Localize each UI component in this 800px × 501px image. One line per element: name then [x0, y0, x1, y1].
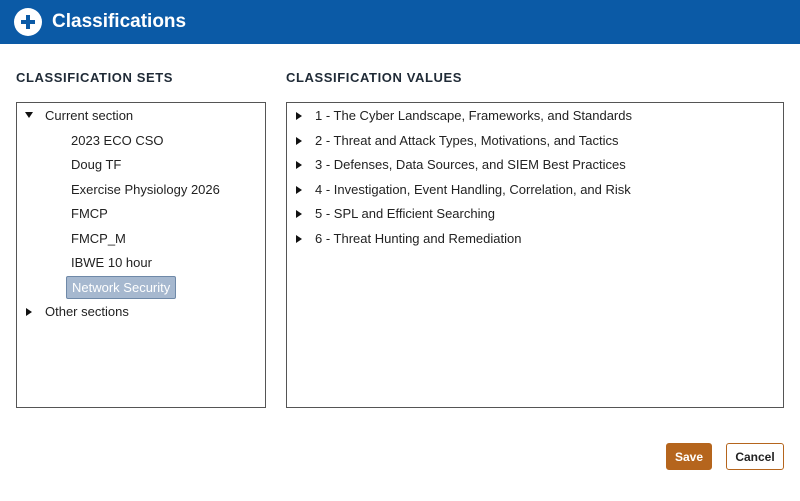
collapse-arrow-icon[interactable] — [26, 308, 32, 316]
expand-arrow-icon[interactable] — [25, 112, 33, 118]
set-item[interactable]: FMCP — [71, 206, 108, 221]
value-item[interactable]: 2 - Threat and Attack Types, Motivations, and Tactics — [315, 133, 619, 148]
classification-values-heading: CLASSIFICATION VALUES — [286, 70, 463, 85]
dialog-title: Classifications — [52, 11, 187, 32]
set-item-selected[interactable]: Network Security — [66, 276, 176, 299]
set-item[interactable]: Exercise Physiology 2026 — [71, 182, 220, 197]
value-item[interactable]: 1 - The Cyber Landscape, Frameworks, and Standards — [315, 108, 632, 123]
set-item[interactable]: Doug TF — [71, 157, 122, 172]
tree-node-current-section[interactable]: Current section — [45, 108, 134, 123]
expand-arrow-icon[interactable] — [296, 235, 302, 243]
value-item[interactable]: 6 - Threat Hunting and Remediation — [315, 231, 522, 246]
expand-arrow-icon[interactable] — [296, 210, 302, 218]
expand-arrow-icon[interactable] — [296, 137, 302, 145]
classification-sets-heading: CLASSIFICATION SETS — [16, 70, 174, 85]
value-item[interactable]: 3 - Defenses, Data Sources, and SIEM Best Practices — [315, 157, 626, 172]
plus-circle-icon — [14, 8, 42, 36]
set-item[interactable]: FMCP_M — [71, 231, 126, 246]
expand-arrow-icon[interactable] — [296, 112, 302, 120]
tree-node-other-sections[interactable]: Other sections — [45, 304, 129, 319]
value-item[interactable]: 4 - Investigation, Event Handling, Correlation, and Risk — [315, 182, 631, 197]
expand-arrow-icon[interactable] — [296, 186, 302, 194]
set-item[interactable]: IBWE 10 hour — [71, 255, 152, 270]
classification-sets-panel — [16, 102, 266, 408]
classification-values-panel — [286, 102, 784, 408]
value-item[interactable]: 5 - SPL and Efficient Searching — [315, 206, 495, 221]
dialog-header — [0, 0, 800, 44]
save-button[interactable]: Save — [666, 443, 712, 470]
cancel-button[interactable]: Cancel — [726, 443, 784, 470]
expand-arrow-icon[interactable] — [296, 161, 302, 169]
set-item[interactable]: 2023 ECO CSO — [71, 133, 164, 148]
